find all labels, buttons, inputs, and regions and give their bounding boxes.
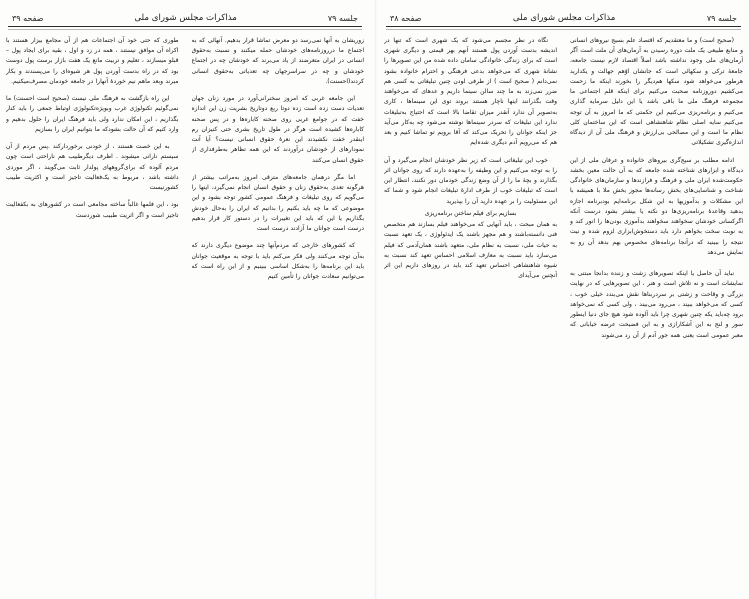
- paragraph: این راه بازگشت به فرهنگ ملی نیست (صحیح است احسنت) ما نمی‌گوئیم تکنولوژی غرب وبویژه‌تکنولوژی اوتباط جمعی را باید کنار بگذاریم ، این امکان ندارد ولی باید فرهنگ ایران را حلول بدهیم و وارد کنیم که آن حالت بشودکه ما بتوانیم ایران را بسازیم: [6, 95, 179, 133]
- run-in-heading: بسازیم برای فیلم ساختن برنامه‌ریزی: [424, 209, 517, 217]
- header-rule-thin-right: [386, 29, 741, 30]
- header-rule-right: [386, 26, 741, 27]
- column-right-page-right-col: [570, 36, 743, 564]
- page-left: [0, 0, 374, 599]
- paragraph: زوریشان به آنها نمی‌رسد دو معرض تماشا قرار بدهیم. آنهائی که به اجتماع ما درروزنامه‌های خودشان حمله میکنند و نسبت به‌حقوق انسانی در ایران متعرضند از یاد می‌برند که خودشان چه در اجتماع خودشان و چه در سراسرجهان چه تعدیاتی به‌حقوق انسانی کردند(احسنت).: [191, 36, 364, 85]
- column-left-page-left-col: [6, 36, 179, 564]
- text-columns-left: [6, 36, 364, 564]
- paragraph: طوری که حتی خود آن اجتماعات هم از آن مجامع بیزار هستند با اکراه آن موافق نیستند ، همه در زد و اول ، بقیه برای ایجاد پول – قبلو میسازند ، تعلیم و تربیت مانع یک هفت بازار برست پول دوست بود که در راه بدست آوردن پول هر شیوه‌ای را می‌پسندند و بکار مبرند وبعد ماهم نیم خوردهٔ آنهارا در جامعه خودمان مصرف‌میکنیم.: [6, 36, 179, 85]
- document-title-left: مذاکرات مجلس شورای ملی: [134, 13, 237, 23]
- session-label-left: جلسه ۷۹: [327, 13, 358, 23]
- paragraph: نگاه در نظر مجسم می‌شود که یک شهری است که تنها در اندیشه بدست آوردن پول هستند آنهم بهر قیمتی و دیگری شهری است که برای زندگی خانوادگی سامان داده شده من این تصویرها را نشانهٔ شهری که می‌خواهد بدعی فرهنگی و احترام خانواده بشود نمی‌دانم ( صحیح است ) از طرفی لودن چنین تبلیغاتی به کسی هم ضرر نمی‌زند به ما چند سالن سینما داریم و عدهای که می‌خواهند وقت بگذرانند اینها ناچار هستند بروند توی این سینماها ، کاری به‌تصویر آن ندارد آنقدر میزان تقاضا بالا است که احتیاج به‌تبلیغات ندارد این تبلیغات که سردر سینماها نوشته می‌شود چه به‌کار می‌آید جز اینکه جوانان را تحریک می‌کند که آقا برویم تو تماشا کنیم و بعد هم که می‌رویم آدم دیگری شده‌ایم: [384, 36, 557, 147]
- paragraph: بود ، این فلمها غالباً ساخته مجامعی است در کشورهای به بکفعالیت تاجیز است و اگر اثریت طبیب شوردست: [6, 201, 179, 219]
- column-left-page-right-col: [192, 36, 365, 564]
- paragraph: به این خصت هستند ، از خودنی برخوردارکند .پس مردم از آن سیستم نارانی میشوند . اظرف دیگرطبیب هم ناراحتی است چون مردم آلوده که برای‌گروههای پولدار ثابت می‌گویند ، اگر موردی داشته باشد ، مربوط به یک‌فعالیت تاجیز است و اکثریت طبیب کشورنیست: [6, 143, 179, 192]
- session-label-right: جلسه ۷۹: [706, 13, 737, 23]
- paragraph: خوب این تبلیغاتی است که زیر نظر خودشان انجام می‌گیرد و آن را به توجه می‌کنیم و این وظیفه را به‌عهده دارند که روی جوانان اثر بگذارند و بچهٔ ما را از آن وضع زندگی خودمان دور نکنند، انتظار این است که تبلیغات خوب از طرف ادارهٔ تبلیغات انجام شود و شما که این مسئولیت را بر عهده دارید آن را بپذیرید: [384, 156, 557, 205]
- running-head-left: [6, 14, 364, 26]
- paragraph: (صحیح است) و ما معتقدیم که اقتصاد علم بسیج نیروهای انسانی و منابع طبیعی یک ملت دوره رسیدن به آرمان‌های آن ملت است آگر آرمان‌های ملی وجود نداشته باشد اصلاً اقتصاد لازم نیست جامعه، جامعه‌ٔ ترکی و سکهائی است که جانشان اوّهم جهالت و یکدارید هرطور می‌خواهد شود سکها هم‌دیگر را بخورند اینکه ما زحمت می‌کشیم دوروزنامه صحبت می‌کنیم برای اینکه قلم اجتماعی ما مجموعه فرهنگ ملی ما باقی باشد یا این دلیل سرمایه گذاری می‌کنیم و برنامه‌ریزی می‌کنیم این حکمتی که ما امروز به آن توجه می‌کنیم سایه اصلی نظام شاهنشاهی است که این ساختمان کلی نظام ما است و این مصالحی بی‌ارزش و فرهنگ ملی آن از دیدگاه اندازه‌گیری تشکیلاتی: [570, 36, 743, 147]
- text-columns-right: [384, 36, 743, 564]
- header-rule-left: [8, 26, 362, 27]
- running-head-right: [384, 14, 743, 26]
- paragraph: به همان مبحث ، باید آنهایی که می‌خواهند فیلم بسازند هم متخصص فنی دانسته‌باشند و هم مجهز باشند یک ایدئولوژی ، یک تعهد نسبت به حیات ملی، نسبت به نظام ملی، متعهد باشند همان‌آدمی که فیلم می‌سازد باید نسبت به معارف اسلامی احساس تعهد کند نسبت به شیوه شاهنشاهی احساس تعهد کند باید در روزهای داریم این اثر آنچنین می‌آیدای: [384, 221, 557, 280]
- page-right: [374, 0, 749, 599]
- document-title-right: مذاکرات مجلس شورای ملی: [512, 13, 616, 23]
- paragraph: اما مگر درهمان جامعه‌های مترقی امروز به‌مراتب بیشتر از هرگونه تعدی به‌حقوق زنان و حقوق انسان انجام نمی‌گیرد، اینها را می‌گویم که روی تبلیغات و فرهنگ عمومی کشور توجه بشود و این موضوعی که ما چه باید بکنیم را بدانیم که ایران را به‌حال خودش بگذاریم یا این که باید این تغییرات را در دستور کار قرار بدهیم درست است جوانان ما آزادند درست است: [191, 173, 364, 233]
- page-number-right: صفحه ۳۸: [390, 13, 422, 23]
- paragraph-gap: [570, 260, 743, 269]
- column-right-page-left-col: [384, 36, 557, 564]
- paragraph: که کشورهای خارجی که مردم‌آنها چند موضوع دیگری دارند که به‌آن توجه می‌کنند ولی فکر می‌کنم باید با توجه به موقعیت جوانان باید این برنامه‌ها را به‌شکل اساسی ببینیم و از این راه است که می‌توانیم سعادت جوانان را تأمین کنیم: [191, 242, 364, 281]
- header-rule-thin-left: [8, 29, 362, 30]
- paragraph: ادامه مطلب بر سیج‌گری بیروهای خانواده و عرفان ملی از این دیدگاه و ابزارهای شناخته شده جامعه که به آن حالت معین بخشد حکومت‌شده ایران ملی و فرهنگ و فرازندها و سازمان‌های خانوادگی شناخت و شناسایی‌های بخش رسانه‌ها مجوز بخش ملا با همیشه با این مشکلات و بدآموزیها به این شکل برنامه‌ایم بودبرنامه اجازه بدهید وقاعدهٔ برنامه‌ریزی‌ها دو نکته یا بیشتر بشود درست آنکه اگرکسانی خودشان سخواهند سخواهند بدآموزی بودن‌ها را انور کند و به نوبت سخت بخواهم دارد باید دستخوش‌ابزاری لزوم شده و نیت نتیجه را ببینید که درآنجا برنامه‌های مخصوص بهم بدهد آن رو به نمایش می‌دهد: [570, 156, 743, 256]
- page-number-left: صفحه ۳۹: [12, 13, 44, 23]
- paragraph: نباید آن حاصل یا اینکه تصویرهای زشت و زننده بدانجا مبتنی به نمایشات است و نه تلاش است و هنر ، این تصویرهایی که در نهایت بزرگی و وقاحت و زشتی بر سردربناها نقش می‌بندد خیلی خوب ، کسی که می‌خواهد ببیند ، می‌رود می‌بیند ، ولی کسی که نمی‌خواهد برود چه‌باید یکه چنین شهری چرا باید آلوده شود هیچ جای دنیا اینطور سور و لنج به این آشکارازی و به این فضیحت عرضه خیابانی که معبر عمومی است یعنی همه جور آدم از آن رد می‌شوند: [570, 270, 743, 339]
- paragraph: این جامعه غربی که امروز سخنرانی‌آورد در مورد زنان جهان تعدیات دست زده است زده دوتا ربع دوتاریخ بشریت زن این اندازه خفت که در جوامع غربی روی صحنه کاباره‌ها و در پس صحنه کاباره‌ها کشیده است هرگز در طول تاریخ بشری حتی کنیزان رم اینقدر خفت نکشیدند این نعرهٔ حقوق انسانی نیست؟ آیا آنت نمودارهای از خودشان درآوردند که این همه تظاهر به‌طرفداری از حقوق انسان می‌کنند: [191, 95, 364, 164]
